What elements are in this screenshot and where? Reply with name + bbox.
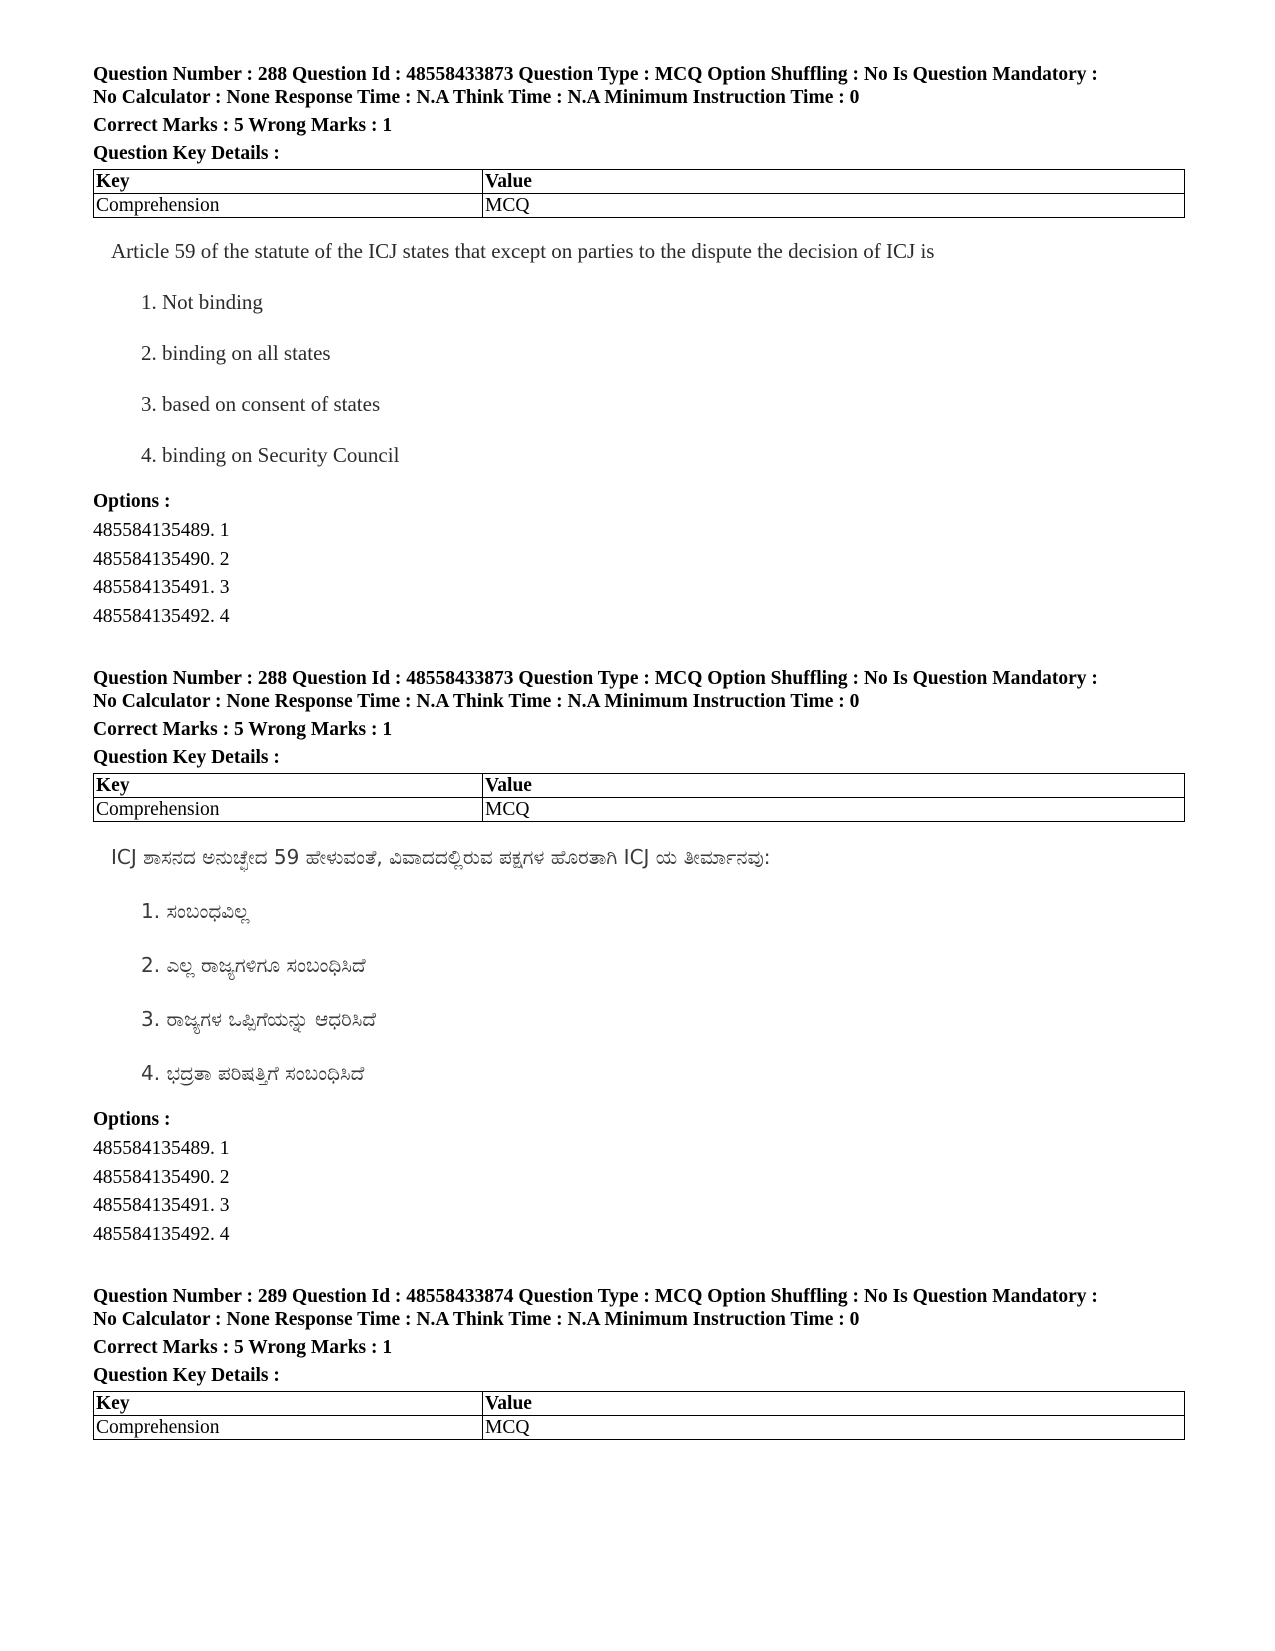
marks-line: Correct Marks : 5 Wrong Marks : 1 [93,719,393,740]
option-item: 485584135491. 3 [93,1195,230,1216]
table-header-row [94,170,1185,194]
question-block-288-kannada [93,667,1183,1249]
option-item: 485584135490. 2 [93,548,230,570]
table-header-key: Key [94,1392,483,1416]
options-list [93,517,1183,631]
option-item: 485584135492. 4 [93,605,230,627]
table-header-row [94,1392,1185,1416]
key-details-table [93,1391,1185,1440]
question-choice: 1. Not binding [141,290,263,314]
option-item: 485584135489. 1 [93,520,230,541]
options-list [93,1135,1183,1249]
table-cell-value: MCQ [483,194,1185,218]
question-choice: 4. binding on Security Council [141,443,400,467]
question-meta-line-2: No Calculator : None Response Time : N.A Think Time : N.A Minimum Instruction Time : 0 [93,691,860,712]
key-details-table [93,169,1185,218]
marks-line: Correct Marks : 5 Wrong Marks : 1 [93,1337,393,1358]
question-meta-line-2: No Calculator : None Response Time : N.A Think Time : N.A Minimum Instruction Time : 0 [93,1309,860,1330]
option-item: 485584135490. 2 [93,1166,230,1188]
table-header-value: Value [483,170,1185,194]
table-cell-key: Comprehension [94,1416,483,1440]
question-choice: 2. ಎಲ್ಲ ರಾಜ್ಯಗಳಿಗೂ ಸಂಬಂಧಿಸಿದೆ [141,953,366,977]
option-item: 485584135491. 3 [93,577,230,598]
key-details-heading: Question Key Details : [93,747,280,768]
table-row [94,798,1185,822]
options-heading: Options : [93,1109,171,1130]
options-heading: Options : [93,491,171,512]
question-meta-line-1: Question Number : 289 Question Id : 48558433874 Question Type : MCQ Option Shuffling : No Is Question Mandatory : [93,1286,1098,1307]
table-row [94,194,1185,218]
key-details-heading: Question Key Details : [93,1365,280,1386]
question-meta-line-2: No Calculator : None Response Time : N.A Think Time : N.A Minimum Instruction Time : 0 [93,87,860,108]
table-header-row [94,774,1185,798]
table-row [94,1416,1185,1440]
table-header-value: Value [483,774,1185,798]
question-choice: 3. based on consent of states [141,392,381,416]
question-meta-line-1: Question Number : 288 Question Id : 48558433873 Question Type : MCQ Option Shuffling : No Is Question Mandatory : [93,64,1098,85]
option-item: 485584135492. 4 [93,1223,230,1245]
question-stem: ICJ ಶಾಸನದ ಅನುಚ್ಛೇದ 59 ಹೇಳುವಂತೆ, ವಿವಾದದಲ್ಲಿರುವ ಪಕ್ಷಗಳ ಹೊರತಾಗಿ ICJ ಯ ತೀರ್ಮಾನವು: [111,845,771,869]
key-details-heading: Question Key Details : [93,143,280,164]
question-block-288-english [93,63,1183,631]
question-choice: 3. ರಾಜ್ಯಗಳ ಒಪ್ಪಿಗೆಯನ್ನು ಆಧರಿಸಿದೆ [141,1007,377,1031]
table-header-key: Key [94,774,483,798]
table-header-value: Value [483,1392,1185,1416]
question-block-289 [93,1285,1183,1440]
key-details-table [93,773,1185,822]
question-image [93,238,1183,468]
table-cell-value: MCQ [483,1416,1185,1440]
table-cell-value: MCQ [483,798,1185,822]
question-meta-line-1: Question Number : 288 Question Id : 48558433873 Question Type : MCQ Option Shuffling : No Is Question Mandatory : [93,668,1098,689]
question-image [93,844,1183,1086]
table-cell-key: Comprehension [94,798,483,822]
marks-line: Correct Marks : 5 Wrong Marks : 1 [93,115,393,136]
question-stem: Article 59 of the statute of the ICJ states that except on parties to the dispute the decision of ICJ is [111,239,935,263]
document-page [93,63,1183,1440]
table-header-key: Key [94,170,483,194]
option-item: 485584135489. 1 [93,1138,230,1159]
question-choice: 2. binding on all states [141,341,331,365]
table-cell-key: Comprehension [94,194,483,218]
question-choice: 1. ಸಂಬಂಧವಿಲ್ಲ [141,899,250,923]
question-choice: 4. ಭದ್ರತಾ ಪರಿಷತ್ತಿಗೆ ಸಂಬಂಧಿಸಿದೆ [141,1061,365,1085]
